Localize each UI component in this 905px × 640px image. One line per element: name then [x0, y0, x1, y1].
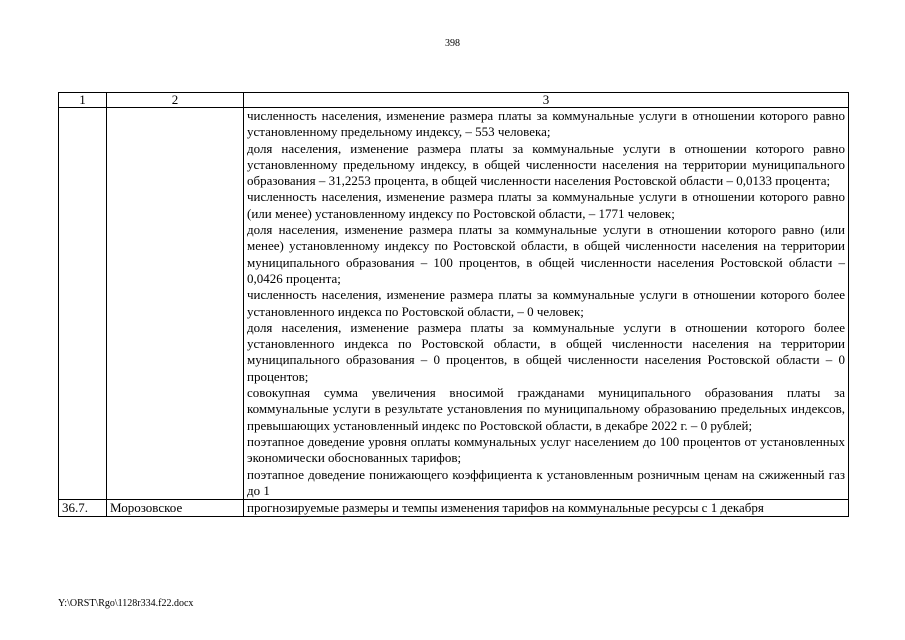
- row-number-cell: 36.7.: [59, 500, 107, 517]
- file-path-footer: Y:\ORST\Rgo\1128r334.f22.docx: [58, 598, 194, 609]
- page-number: 398: [445, 38, 460, 49]
- paragraph: численность населения, изменение размера платы за коммунальные услуги в отношении которого более установленного индекса по Ростовской области, – 0 человек;: [247, 287, 845, 319]
- table-row: [59, 500, 849, 517]
- content-cell: [244, 108, 849, 500]
- paragraph: доля населения, изменение размера платы за коммунальные услуги в отношении которого равно установленному предельному индексу, в общей численности населения на территории муниципального образования – 31,2253 процента, в общей численности населения Ростовской области – 0,0133 процента;: [247, 140, 845, 189]
- paragraph: поэтапное доведение уровня оплаты коммунальных услуг населением до 100 процентов от установленных экономически обоснованных тарифов;: [247, 433, 845, 466]
- document-table: [58, 92, 849, 517]
- row-number-cell: [59, 108, 107, 500]
- municipality-cell: Морозовское: [107, 500, 244, 517]
- paragraph: доля населения, изменение размера платы за коммунальные услуги в отношении которого равно (или менее) установленному индексу по Ростовской области, в общей численности населения на территории муниципального образования – 100 процентов, в общей численности населения Ростовской области – 0,0426 процента;: [247, 222, 845, 286]
- column-header-2: 2: [107, 93, 244, 108]
- municipality-cell: [107, 108, 244, 500]
- content-cell: прогнозируемые размеры и темпы изменения тарифов на коммунальные ресурсы с 1 декабря: [244, 500, 849, 517]
- table-header-row: [59, 93, 849, 108]
- paragraph: численность населения, изменение размера платы за коммунальные услуги в отношении которого равно установленному предельному индексу, – 553 человека;: [247, 108, 845, 140]
- table-row: [59, 108, 849, 500]
- paragraph: совокупная сумма увеличения вносимой гражданами муниципального образования платы за коммунальные услуги в результате установления по муниципальному образованию предельных индексов, превышающих установленный индекс по Ростовской области, в декабре 2022 г. – 0 рублей;: [247, 385, 845, 433]
- paragraph: численность населения, изменение размера платы за коммунальные услуги в отношении которого равно (или менее) установленному индексу по Ростовской области, – 1771 человек;: [247, 189, 845, 221]
- paragraph: доля населения, изменение размера платы за коммунальные услуги в отношении которого более установленного индекса по Ростовской области, в общей численности населения на территории муниципального образования – 0 процентов, в общей численности населения Ростовской области – 0 процентов;: [247, 319, 845, 384]
- column-header-1: 1: [59, 93, 107, 108]
- paragraph: поэтапное доведение понижающего коэффициента к установленным розничным ценам на сжиженный газ до 1: [247, 466, 845, 498]
- column-header-3: 3: [244, 93, 849, 108]
